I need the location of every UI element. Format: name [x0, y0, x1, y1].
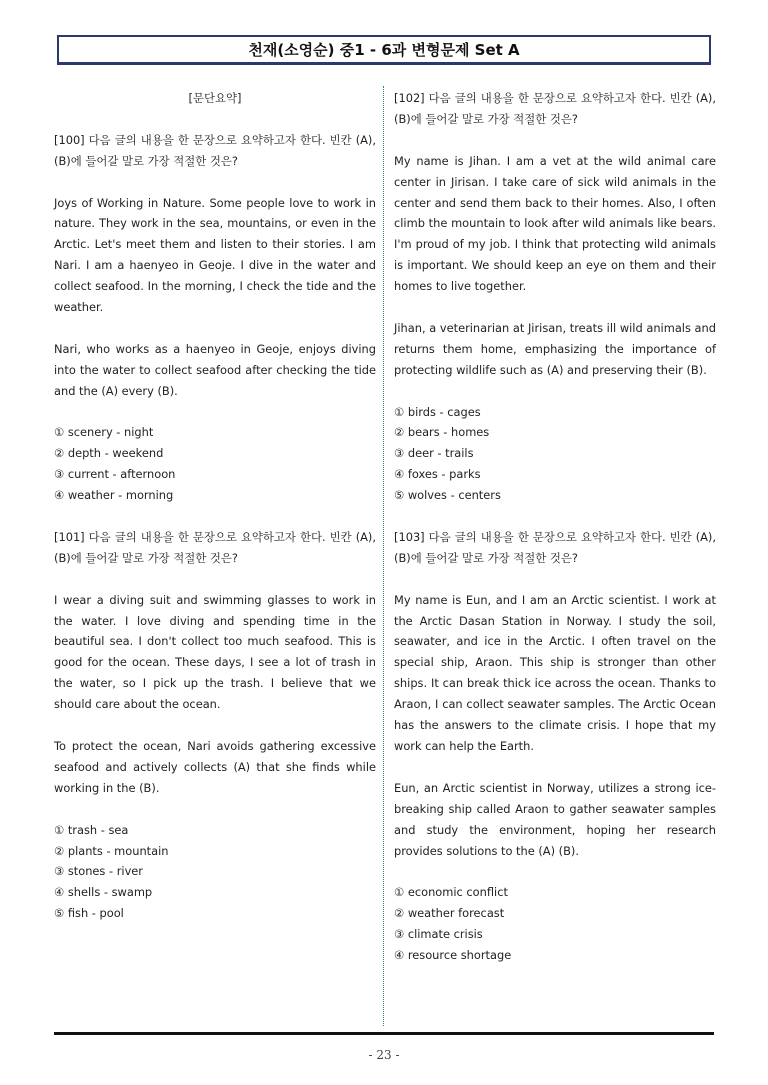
answer-option[interactable]: ③ current - afternoon [54, 467, 176, 482]
answer-option[interactable]: ① birds - cages [394, 404, 481, 419]
footer-rule [54, 1032, 714, 1035]
question-prompt: [103] 다음 글의 내용을 한 문장으로 요약하고자 한다. 빈칸 (A), (B)에 들어갈 말로 가장 적절한 것은? [394, 529, 716, 565]
question-passage: I wear a diving suit and swimming glasses to work in the water. I love diving and spending time in the beautiful sea. I don't collect too much seafood. This is good for the ocean. These days, I see a lot of trash in the water, so I pick up the trash. I believe that we should care about the ocean. [54, 592, 376, 712]
page-title: 천재(소영순) 중1 - 6과 변형문제 Set A [248, 41, 520, 59]
answer-option[interactable]: ② depth - weekend [54, 446, 164, 461]
question-summary: Eun, an Arctic scientist in Norway, utilizes a strong ice-breaking ship called Araon to gather seawater samples and study the environment, hoping her research provides solutions to the (A) (B). [394, 780, 716, 858]
answer-option[interactable]: ② bears - homes [394, 425, 490, 440]
question-prompt: [101] 다음 글의 내용을 한 문장으로 요약하고자 한다. 빈칸 (A), (B)에 들어갈 말로 가장 적절한 것은? [54, 529, 376, 565]
question-prompt: [100] 다음 글의 내용을 한 문장으로 요약하고자 한다. 빈칸 (A), (B)에 들어갈 말로 가장 적절한 것은? [54, 132, 376, 168]
answer-option[interactable]: ⑤ wolves - centers [394, 488, 501, 503]
column-divider [383, 86, 384, 1026]
answer-option[interactable]: ③ climate crisis [394, 927, 483, 942]
question-100 [54, 130, 376, 506]
answer-option[interactable]: ③ deer - trails [394, 446, 474, 461]
question-passage: My name is Jihan. I am a vet at the wild animal care center in Jirisan. I take care of sick wild animals in the center and send them back to their homes. Also, I often climb the mountain to look after wild animals like bears. I'm proud of my job. I think that protecting wild animals is important. We should keep an eye on them and their homes to live together. [394, 153, 716, 294]
page-number: - 23 - [368, 1048, 400, 1062]
answer-option[interactable]: ① economic conflict [394, 885, 508, 900]
section-label: [문단요약] [188, 91, 242, 105]
question-101 [54, 527, 376, 924]
left-column [54, 88, 376, 924]
answer-option[interactable]: ④ shells - swamp [54, 885, 153, 900]
question-passage: My name is Eun, and I am an Arctic scientist. I work at the Arctic Dasan Station in Norway. I study the soil, seawater, and ice in the Arctic. I often travel on the special ship, Araon. This ship is stronger than other ships. It can break thick ice across the ocean. Thanks to Araon, I can collect seawater samples. The Arctic Ocean has the answers to the climate crisis. I hope that my work can help the Earth. [394, 592, 716, 754]
answer-option[interactable]: ④ foxes - parks [394, 467, 481, 482]
question-summary: Jihan, a veterinarian at Jirisan, treats ill wild animals and returns them home, emphasizing the importance of protecting wildlife such as (A) and preserving their (B). [394, 320, 716, 377]
answer-option[interactable]: ① trash - sea [54, 822, 129, 837]
answer-option[interactable]: ② plants - mountain [54, 843, 169, 858]
answer-option[interactable]: ④ resource shortage [394, 948, 512, 963]
answer-option[interactable]: ② weather forecast [394, 906, 505, 921]
right-column [394, 88, 716, 966]
question-passage: Joys of Working in Nature. Some people love to work in nature. They work in the sea, mountains, or even in the Arctic. Let's meet them and listen to their stories. I am Nari. I am a haenyeo in Geoje. I dive in the water and collect seafood. In the morning, I check the tide and the weather. [54, 195, 376, 315]
question-103 [394, 527, 716, 966]
answer-option[interactable]: ① scenery - night [54, 425, 154, 440]
answer-option[interactable]: ④ weather - morning [54, 488, 174, 503]
question-summary: Nari, who works as a haenyeo in Geoje, enjoys diving into the water to collect seafood after checking the tide and the (A) every (B). [54, 341, 376, 398]
answer-option[interactable]: ⑤ fish - pool [54, 906, 124, 921]
question-prompt: [102] 다음 글의 내용을 한 문장으로 요약하고자 한다. 빈칸 (A), (B)에 들어갈 말로 가장 적절한 것은? [394, 91, 716, 126]
answer-option[interactable]: ③ stones - river [54, 864, 143, 879]
question-102 [394, 88, 716, 506]
page-header [57, 35, 711, 65]
question-summary: To protect the ocean, Nari avoids gathering excessive seafood and actively collects (A) that she finds while working in the (B). [54, 738, 376, 795]
